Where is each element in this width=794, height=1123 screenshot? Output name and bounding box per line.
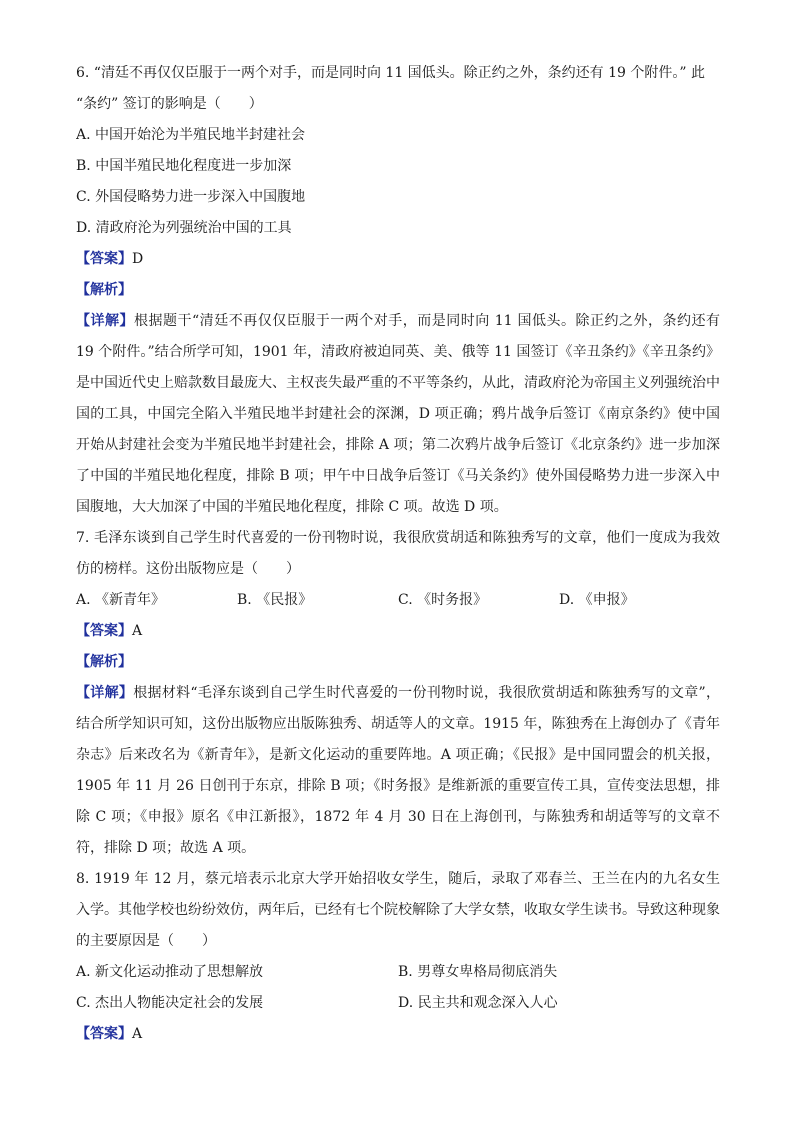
detail-text: 根据题干“清廷不再仅仅臣服于一两个对手，而是同时向 11 国低头。除正约之外，条约还有 19 个附件。”结合所学可知，1901 年，清政府被迫同英、美、俄等 11 国签订《辛丑条约》《辛丑条约》是中国近代史上赔款数目最庞大、主权丧失最严重的不平等条约，从此，清政府沦为帝国主义列强统治中国的工具，中国完全陷入半殖民地半封建社会的深渊，D 项正确；鸦片战争后签订《南京条约》使中国开始从封建社会变为半殖民地半封建社会，排除 A 项；第二次鸦片战争后签订《北京条约》进一步加深了中国的半殖民地化程度，排除 B 项；甲午中日战争后签订《马关条约》使外国侵略势力进一步深入中国腹地，大大加深了中国的半殖民地化程度，排除 C 项。故选 D 项。 — [76, 313, 720, 515]
question-6-option-d: D. 清政府沦为列强统治中国的工具 — [76, 220, 292, 236]
answer-value: A — [132, 623, 143, 639]
question-6-option-a: A. 中国开始沦为半殖民地半封建社会 — [76, 127, 306, 143]
question-7-option-a: A. 《新青年》 — [76, 592, 166, 608]
detail-tag: 【详解】 — [76, 313, 135, 329]
question-7-option-c: C. 《时务报》 — [398, 592, 488, 608]
question-8-option-c: C. 杰出人物能决定社会的发展 — [76, 995, 264, 1011]
question-6-stem-line1: 6. “清廷不再仅仅臣服于一两个对手，而是同时向 11 国低头。除正约之外，条约还有 19 个附件。” 此 — [76, 65, 705, 81]
question-8-option-a: A. 新文化运动推动了思想解放 — [76, 964, 264, 980]
question-8-options-row1 — [76, 957, 720, 988]
question-6-option-b: B. 中国半殖民地化程度进一步加深 — [76, 158, 292, 174]
question-7-detail — [76, 678, 720, 864]
question-7-option-d: D. 《申报》 — [559, 592, 635, 608]
detail-tag: 【详解】 — [76, 685, 134, 701]
question-8-stem: 8. 1919 年 12 月，蔡元培表示北京大学开始招收女学生，随后，录取了邓春兰、王兰在内的九名女生入学。其他学校也纷纷效仿，两年后，已经有七个院校解除了大学女禁，收取女学生读书。导致这种现象的主要原因是（ ） — [76, 871, 720, 949]
question-6-analysis — [76, 275, 720, 306]
question-8 — [76, 864, 720, 1050]
answer-tag: 【答案】 — [76, 251, 132, 267]
analysis-tag: 【解析】 — [76, 282, 132, 298]
question-6-stem-line2: “条约” 签订的影响是（ ） — [76, 96, 263, 112]
question-7-analysis — [76, 647, 720, 678]
answer-value: D — [132, 251, 144, 267]
question-6-option-c: C. 外国侵略势力进一步深入中国腹地 — [76, 189, 306, 205]
question-7-stem: 7. 毛泽东谈到自己学生时代喜爱的一份刊物时说，我很欣赏胡适和陈独秀写的文章，他们一度成为我效仿的榜样。这份出版物应是（ ） — [76, 530, 720, 577]
answer-tag: 【答案】 — [76, 623, 132, 639]
question-7-option-b: B. 《民报》 — [237, 592, 313, 608]
answer-value: A — [132, 1026, 143, 1042]
question-7-options — [76, 585, 720, 616]
question-6-answer — [76, 244, 720, 275]
question-8-answer — [76, 1019, 720, 1050]
question-8-option-b: B. 男尊女卑格局彻底消失 — [398, 964, 558, 980]
analysis-tag: 【解析】 — [76, 654, 132, 670]
question-8-options-row2 — [76, 988, 720, 1019]
question-8-option-d: D. 民主共和观念深入人心 — [398, 995, 558, 1011]
question-6-detail — [76, 306, 720, 523]
question-7 — [76, 523, 720, 864]
detail-text: 根据材料“毛泽东谈到自己学生时代喜爱的一份刊物时说，我很欣赏胡适和陈独秀写的文章”，结合所学知识可知，这份出版物应出版陈独秀、胡适等人的文章。1915 年，陈独秀在上海创办了《青年杂志》后来改名为《新青年》，是新文化运动的重要阵地。A 项正确；《民报》是中国同盟会的机关报，1905 年 11 月 26 日创刊于东京，排除 B 项；《时务报》是维新派的重要宣传工具，宣传变法思想，排除 C 项；《申报》原名《申江新报》，1872 年 4 月 30 日在上海创刊，与陈独秀和胡适等写的文章不符，排除 D 项；故选 A 项。 — [76, 685, 721, 856]
document-page — [76, 58, 720, 1050]
answer-tag: 【答案】 — [76, 1026, 132, 1042]
question-6 — [76, 58, 720, 523]
question-7-answer — [76, 616, 720, 647]
